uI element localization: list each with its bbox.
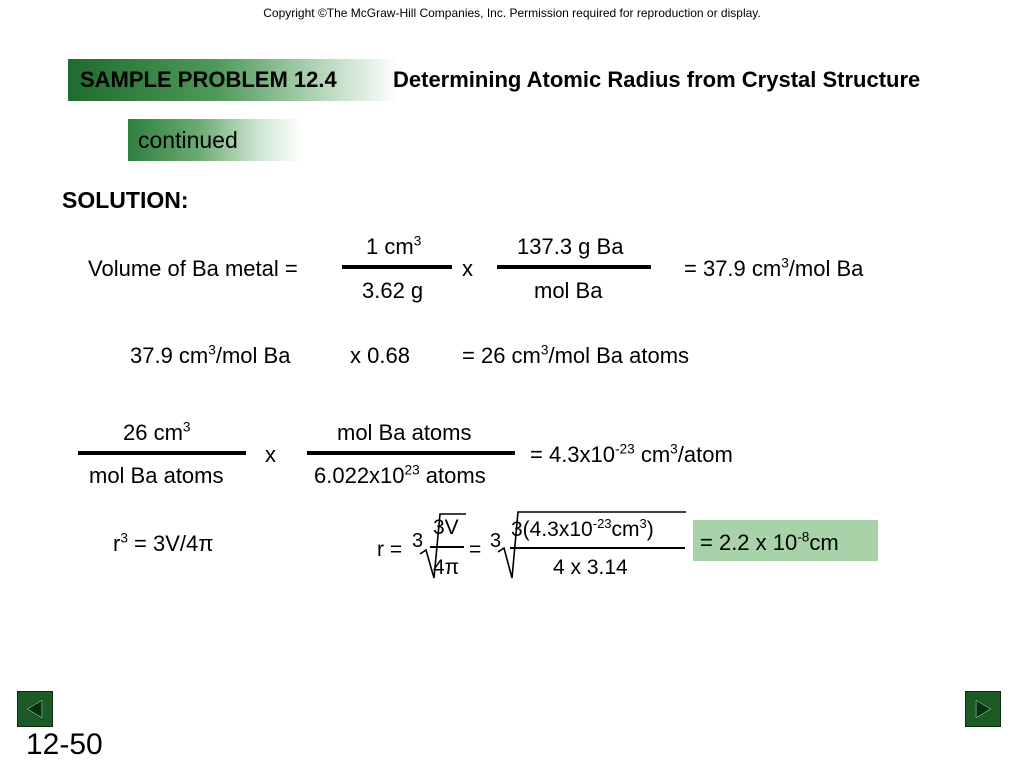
radius-formula: $r^3 = 3V/4\pi$	[113, 530, 214, 556]
continued-label: continued	[138, 127, 238, 153]
root2-fraction-bar	[510, 547, 685, 549]
r-equals: r =	[377, 538, 403, 561]
step1-frac1-bar	[342, 265, 452, 269]
final-answer: = 2.2 x $10^{-8}cm$	[700, 529, 839, 555]
step1-frac2-bar	[497, 265, 651, 269]
step1-result: = 37.9 $cm^3$/mol Ba	[684, 255, 864, 281]
next-slide-button[interactable]	[965, 691, 1001, 727]
problem-code: SAMPLE PROBLEM 12.4	[80, 67, 337, 92]
step3-result: = $4.3x10^{-23}$ $cm^3$/atom	[530, 441, 733, 467]
root1-denominator: 4π	[433, 556, 460, 579]
step3-frac1-bar	[78, 451, 246, 455]
step2-factor: x 0.68	[350, 343, 410, 368]
step1-times: x	[462, 256, 473, 281]
step1-label: Volume of Ba metal =	[88, 256, 298, 281]
root1-fraction-bar	[430, 546, 464, 548]
step1-frac1-denominator: 3.62 g	[362, 278, 424, 303]
previous-slide-button[interactable]	[17, 691, 53, 727]
root-equals: =	[469, 538, 482, 561]
copyright-notice: Copyright ©The McGraw-Hill Companies, Inc. Permission required for reproduction or display.	[263, 6, 761, 20]
slide-number: 12-50	[26, 728, 103, 761]
root1-numerator: 3V	[433, 516, 459, 539]
step3-frac1-numerator: 26 $cm^3$	[123, 419, 191, 445]
step3-times: x	[265, 442, 276, 467]
step1-frac2-numerator: 137.3 g Ba	[517, 234, 624, 259]
cube-root-index-2: 3	[490, 530, 502, 552]
arrow-right-icon	[966, 692, 1000, 726]
step2-value: 37.9 $cm^3$/mol Ba	[130, 342, 291, 368]
arrow-left-icon	[18, 692, 52, 726]
step1-frac1-numerator: 1 $cm^3$	[366, 233, 422, 259]
root2-denominator: 4 x 3.14	[553, 556, 628, 579]
solution-heading: SOLUTION:	[62, 187, 189, 213]
step2-result: = 26 $cm^3$/mol Ba atoms	[462, 342, 690, 368]
cube-root-index-1: 3	[412, 530, 424, 552]
step3-frac2-denominator: $6.022x10^{23}$ atoms	[314, 462, 486, 488]
problem-title: Determining Atomic Radius from Crystal Structure	[393, 67, 921, 92]
root2-numerator: $3(4.3x10^{-23}cm^3)$	[511, 516, 654, 541]
step3-frac2-numerator: mol Ba atoms	[337, 420, 472, 445]
step3-frac1-denominator: mol Ba atoms	[89, 463, 224, 488]
step3-frac2-bar	[307, 451, 515, 455]
step1-frac2-denominator: mol Ba	[534, 278, 603, 303]
